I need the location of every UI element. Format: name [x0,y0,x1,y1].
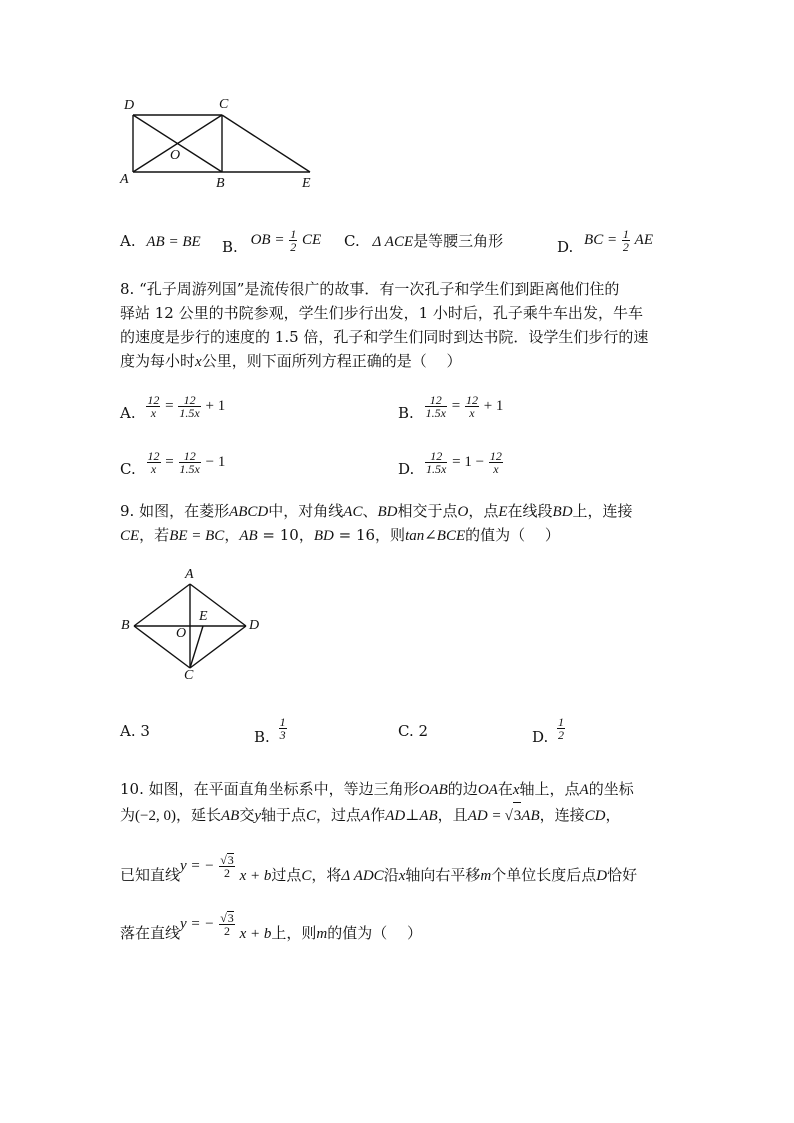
figure-q7-lines [0,0,794,200]
label-C: C [219,97,229,112]
q9-line-2: CE，若BE = BC，AB = 10，BD = 16，则tan∠BCE的值为（ ） [120,526,560,544]
q9-line-1: 9. 如图，在菱形ABCD中，对角线AC、BD相交于点O，点E在线段BD上，连接 [120,502,633,520]
q7-option-d[interactable]: D. BC = $\frac{1}{2}$ AE [557,226,653,256]
label-D: D [124,98,135,113]
q10-line-3: 已知直线y = − $\frac{√3}{2}$ x + b过点C，将Δ ADC沿x轴向右平移m个单位长度后点D恰好 [120,853,638,884]
q8-line-4: 度为每小时x公里，则下面所列方程正确的是（ ） [120,352,462,370]
fraction: $\frac{12}{1.5x}$ [425,392,446,420]
fraction: $\frac{12}{1.5x}$ [179,392,200,420]
label-D: D [249,618,260,633]
q9-option-d[interactable]: D. $\frac{1}{2}$ [532,714,565,746]
q9-option-b[interactable]: B. $\frac{1}{3}$ [254,714,286,746]
fraction: $\frac{1}{3}$ [279,714,286,742]
q7-option-c[interactable]: C. Δ ACE是等腰三角形 [344,232,504,250]
fraction: $\frac{12}{x}$ [489,448,502,476]
q8-option-c[interactable]: C. $\frac{12}{x}$ = $\frac{12}{1.5x}$ − 1 [120,448,226,478]
fraction: $\frac{12}{1.5x}$ [426,448,447,476]
fraction: $\frac{12}{x}$ [465,392,478,420]
fraction: $\frac{1}{2}$ [290,226,297,254]
fraction: $\frac{12}{x}$ [147,448,160,476]
q10-line-2: 为(−2, 0)，延长AB交y轴于点C，过点A作AD⊥AB，且AD = √3AB，连接CD， [120,802,621,829]
fraction: $\frac{1}{2}$ [558,714,565,742]
fraction: $\frac{12}{1.5x}$ [179,448,200,476]
q7-option-a[interactable]: A. AB = BE [120,232,201,250]
q9-option-c[interactable]: C. 2 [398,722,429,740]
q10-line-1: 10. 如图，在平面直角坐标系中，等边三角形OAB的边OA在x轴上，点A的坐标 [120,780,634,798]
q10-line-4: 落在直线y = − $\frac{√3}{2}$ x + b上，则m的值为（ ） [120,911,422,942]
fraction: $\frac{√3}{2}$ [220,911,234,938]
q8-option-d[interactable]: D. $\frac{12}{1.5x}$ = 1 − $\frac{12}{x}$ [398,448,502,478]
fraction: $\frac{12}{x}$ [147,392,160,420]
label-B: B [121,618,130,633]
q8-line-2: 驿站 12 公里的书院参观，学生们步行出发，1 小时后，孔子乘牛车出发，牛车 [120,304,643,322]
q7-option-b[interactable]: B. OB = $\frac{1}{2}$ CE [222,226,322,256]
label-E: E [302,176,311,191]
q9-option-a[interactable]: A. 3 [120,722,150,740]
label-B: B [216,176,225,191]
figure-q9-lines [0,560,794,690]
fraction: $\frac{1}{2}$ [622,226,629,254]
label-O: O [170,148,181,163]
label-E: E [199,609,208,624]
label-O: O [176,626,187,641]
label-C: C [184,668,194,683]
label-A: A [185,567,194,582]
fraction: $\frac{√3}{2}$ [220,853,234,880]
q8-option-a[interactable]: A. $\frac{12}{x}$ = $\frac{12}{1.5x}$ + 1 [120,392,226,422]
q8-line-1: 8. “孔子周游列国”是流传很广的故事．有一次孔子和学生们到距离他们住的 [120,280,620,298]
label-A: A [120,172,129,187]
q8-option-b[interactable]: B. $\frac{12}{1.5x}$ = $\frac{12}{x}$ + 1 [398,392,504,422]
q8-line-3: 的速度是步行的速度的 1.5 倍，孔子和学生们同时到达书院．设学生们步行的速 [120,328,649,346]
